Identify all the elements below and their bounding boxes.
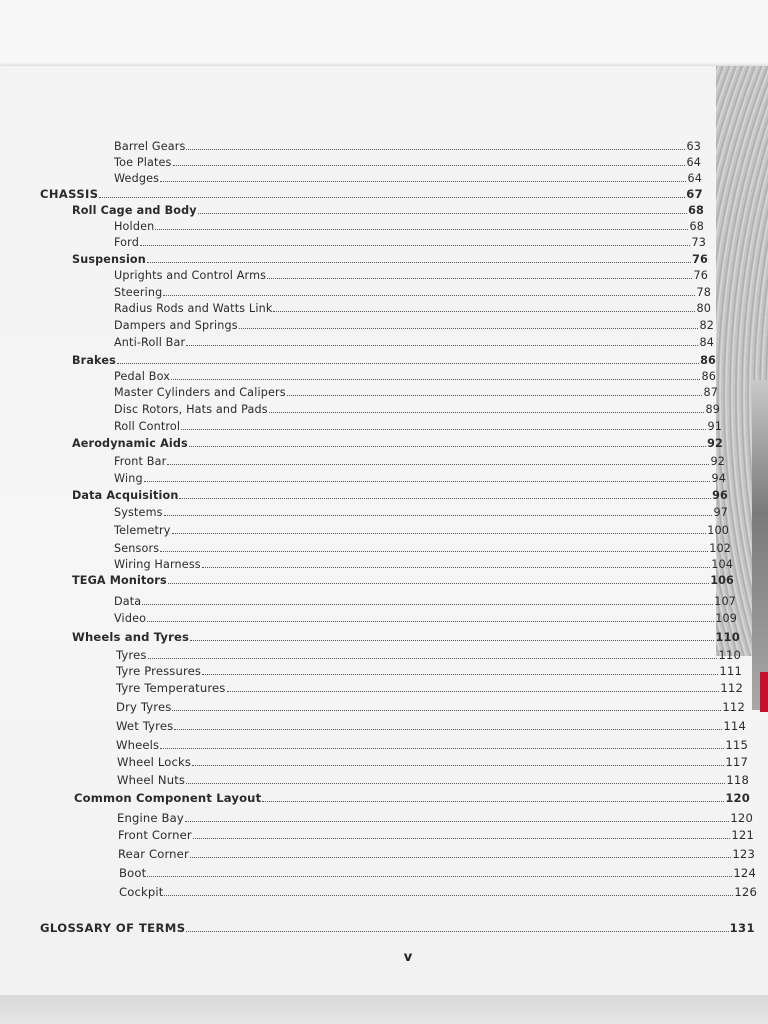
toc-entry-page: 67 xyxy=(686,187,703,201)
toc-entry xyxy=(114,300,711,315)
toc-entry-page: 126 xyxy=(734,885,757,899)
toc-entry xyxy=(117,810,753,825)
toc-entry-title: Wheel Nuts xyxy=(117,773,186,787)
toc-leader-dots xyxy=(186,149,685,150)
toc-entry xyxy=(116,699,745,714)
toc-entry-title: Tyre Temperatures xyxy=(116,681,226,695)
toc-entry-title: Barrel Gears xyxy=(114,140,186,153)
toc-entry xyxy=(114,317,714,332)
toc-entry-title: Uprights and Control Arms xyxy=(114,269,267,282)
toc-entry-title: Disc Rotors, Hats and Pads xyxy=(114,403,268,416)
toc-leader-dots xyxy=(142,604,713,605)
toc-entry xyxy=(114,522,729,537)
toc-entry xyxy=(119,865,756,880)
toc-entry-page: 123 xyxy=(732,847,755,861)
toc-entry-page: 104 xyxy=(711,558,733,571)
toc-leader-dots xyxy=(172,710,721,711)
toc-entry xyxy=(114,170,702,185)
toc-entry xyxy=(114,368,716,383)
toc-leader-dots xyxy=(227,691,720,692)
toc-entry-title: Boot xyxy=(119,866,147,880)
toc-entry-title: Wheels xyxy=(116,738,160,752)
toc-leader-dots xyxy=(262,801,724,802)
toc-entry xyxy=(114,154,701,169)
toc-entry-page: 64 xyxy=(686,156,701,169)
toc-entry-page: 100 xyxy=(707,524,729,537)
toc-leader-dots xyxy=(147,262,691,263)
toc-leader-dots xyxy=(173,165,686,166)
toc-entry xyxy=(114,284,711,299)
toc-leader-dots xyxy=(171,379,700,380)
toc-entry xyxy=(114,267,708,282)
toc-leader-dots xyxy=(160,551,708,552)
toc-entry xyxy=(40,920,755,935)
toc-entry-page: 94 xyxy=(711,472,726,485)
toc-entry-page: 124 xyxy=(733,866,756,880)
toc-leader-dots xyxy=(164,895,733,896)
toc-entry-title: CHASSIS xyxy=(40,187,99,201)
toc-entry-title: Suspension xyxy=(72,253,146,266)
page-number: v xyxy=(403,950,413,965)
toc-leader-dots xyxy=(189,446,706,447)
toc-entry xyxy=(72,202,704,217)
toc-entry-title: Telemetry xyxy=(114,524,171,537)
toc-entry-title: Data Acquisition xyxy=(72,489,179,502)
toc-entry-page: 76 xyxy=(692,253,708,266)
toc-entry-page: 120 xyxy=(725,791,750,805)
toc-entry-page: 111 xyxy=(719,664,742,678)
toc-entry xyxy=(114,504,728,519)
toc-entry xyxy=(114,610,737,625)
toc-entry-title: Wedges xyxy=(114,172,160,185)
toc-entry-title: Sensors xyxy=(114,542,160,555)
toc-entry-title: Roll Control xyxy=(114,420,181,433)
toc-entry-title: Common Component Layout xyxy=(74,791,262,805)
toc-entry-page: 63 xyxy=(686,140,701,153)
toc-entry-title: Wheels and Tyres xyxy=(72,630,190,644)
toc-leader-dots xyxy=(287,395,703,396)
toc-entry-title: Data xyxy=(114,595,142,608)
toc-entry-page: 89 xyxy=(705,403,720,416)
toc-leader-dots xyxy=(167,464,709,465)
toc-entry-title: Front Corner xyxy=(118,828,192,842)
toc-leader-dots xyxy=(164,515,713,516)
toc-entry xyxy=(72,251,708,266)
toc-leader-dots xyxy=(198,213,687,214)
toc-entry xyxy=(72,572,734,587)
toc-entry-title: Aerodynamic Aids xyxy=(72,437,188,450)
toc-entry-page: 112 xyxy=(722,700,745,714)
toc-leader-dots xyxy=(202,567,710,568)
toc-entry xyxy=(114,334,714,349)
toc-entry-page: 117 xyxy=(725,755,748,769)
toc-leader-dots xyxy=(192,765,724,766)
toc-entry-page: 73 xyxy=(691,236,706,249)
toc-entry-page: 87 xyxy=(703,386,718,399)
toc-entry xyxy=(114,384,718,399)
toc-entry xyxy=(114,234,706,249)
toc-entry xyxy=(114,556,733,571)
toc-leader-dots xyxy=(160,181,686,182)
toc-leader-dots xyxy=(186,783,725,784)
toc-leader-dots xyxy=(147,621,714,622)
toc-entry-title: Ford xyxy=(114,236,139,249)
toc-entry xyxy=(118,827,754,842)
toc-entry xyxy=(116,718,746,733)
toc-leader-dots xyxy=(172,533,707,534)
toc-entry-page: 114 xyxy=(723,719,746,733)
toc-entry-page: 68 xyxy=(688,204,704,217)
toc-entry-page: 80 xyxy=(696,302,711,315)
toc-entry xyxy=(116,737,748,752)
toc-entry-page: 86 xyxy=(701,370,716,383)
toc-entry xyxy=(72,435,723,450)
toc-entry xyxy=(114,470,726,485)
toc-entry-title: Holden xyxy=(114,220,155,233)
toc-leader-dots xyxy=(202,674,718,675)
toc-entry-page: 76 xyxy=(693,269,708,282)
toc-entry xyxy=(116,647,741,662)
toc-entry-title: Brakes xyxy=(72,354,116,367)
toc-entry xyxy=(72,352,716,367)
toc-leader-dots xyxy=(99,197,685,198)
toc-leader-dots xyxy=(144,481,711,482)
toc-entry-title: Engine Bay xyxy=(117,811,184,825)
toc-entry xyxy=(114,418,722,433)
toc-leader-dots xyxy=(190,857,732,858)
toc-entry-page: 107 xyxy=(714,595,736,608)
toc-entry xyxy=(74,790,750,805)
toc-leader-dots xyxy=(160,748,724,749)
toc-entry-page: 110 xyxy=(715,630,740,644)
toc-leader-dots xyxy=(239,328,699,329)
toc-leader-dots xyxy=(181,429,706,430)
toc-entry-title: Dampers and Springs xyxy=(114,319,238,332)
toc-entry-page: 92 xyxy=(710,455,725,468)
toc-leader-dots xyxy=(163,295,695,296)
toc-entry xyxy=(117,754,748,769)
toc-entry xyxy=(116,680,743,695)
toc-entry xyxy=(114,540,731,555)
toc-leader-dots xyxy=(267,278,692,279)
toc-entry-title: Cockpit xyxy=(119,885,164,899)
toc-leader-dots xyxy=(179,498,711,499)
toc-leader-dots xyxy=(193,838,731,839)
toc-entry-title: Front Bar xyxy=(114,455,167,468)
toc-entry xyxy=(119,884,757,899)
toc-entry-title: Rear Corner xyxy=(118,847,189,861)
toc-entry-page: 97 xyxy=(713,506,728,519)
toc-entry-title: Radius Rods and Watts Link xyxy=(114,302,273,315)
toc-entry-page: 68 xyxy=(689,220,704,233)
toc-leader-dots xyxy=(174,729,722,730)
toc-leader-dots xyxy=(273,311,695,312)
toc-entry xyxy=(118,846,755,861)
toc-leader-dots xyxy=(147,876,732,877)
toc-entry-page: 120 xyxy=(730,811,753,825)
toc-entry xyxy=(72,487,728,502)
toc-entry xyxy=(117,772,749,787)
toc-entry-title: Steering xyxy=(114,286,163,299)
toc-entry-page: 78 xyxy=(696,286,711,299)
toc-entry-title: Wet Tyres xyxy=(116,719,174,733)
toc-entry xyxy=(114,453,725,468)
toc-entry-title: Anti-Roll Bar xyxy=(114,336,186,349)
toc-entry-page: 112 xyxy=(720,681,743,695)
toc-entry-page: 96 xyxy=(712,489,728,502)
toc-entry xyxy=(40,186,703,201)
toc-leader-dots xyxy=(269,412,705,413)
toc-entry-page: 110 xyxy=(718,648,741,662)
toc-entry-title: Tyres xyxy=(116,648,147,662)
toc-entry-page: 131 xyxy=(729,921,755,935)
toc-leader-dots xyxy=(117,363,699,364)
toc-entry-page: 64 xyxy=(687,172,702,185)
toc-leader-dots xyxy=(190,640,714,641)
toc-entry-page: 91 xyxy=(707,420,722,433)
toc-entry-title: Video xyxy=(114,612,147,625)
toc-entry-page: 86 xyxy=(700,354,716,367)
toc-entry-page: 82 xyxy=(699,319,714,332)
toc-leader-dots xyxy=(185,821,730,822)
toc-entry xyxy=(114,138,701,153)
toc-entry-page: 84 xyxy=(699,336,714,349)
toc-leader-dots xyxy=(168,583,709,584)
toc-leader-dots xyxy=(148,658,718,659)
toc-leader-dots xyxy=(186,345,698,346)
toc-entry-title: Wing xyxy=(114,472,143,485)
toc-entry-page: 118 xyxy=(726,773,749,787)
toc-entry-page: 109 xyxy=(715,612,737,625)
toc-entry-page: 115 xyxy=(725,738,748,752)
toc-entry-title: GLOSSARY OF TERMS xyxy=(40,921,186,935)
toc-entry xyxy=(116,663,742,678)
toc-entry xyxy=(114,401,720,416)
toc-entry-title: Wiring Harness xyxy=(114,558,201,571)
toc-entry-page: 92 xyxy=(707,437,723,450)
toc-entry xyxy=(114,218,704,233)
toc-entry-page: 106 xyxy=(710,574,734,587)
toc-entry-title: Toe Plates xyxy=(114,156,172,169)
toc-entry xyxy=(72,629,740,644)
toc-entry-title: Tyre Pressures xyxy=(116,664,202,678)
toc-entry-title: Master Cylinders and Calipers xyxy=(114,386,286,399)
toc-entry-title: Systems xyxy=(114,506,163,519)
toc-entry xyxy=(114,593,736,608)
toc-entry-title: Pedal Box xyxy=(114,370,170,383)
toc-entry-title: TEGA Monitors xyxy=(72,574,167,587)
toc-leader-dots xyxy=(186,931,728,932)
toc-entry-title: Wheel Locks xyxy=(117,755,192,769)
toc-entry-title: Roll Cage and Body xyxy=(72,204,197,217)
toc-entry-page: 102 xyxy=(709,542,731,555)
toc-leader-dots xyxy=(140,245,690,246)
toc-entry-page: 121 xyxy=(731,828,754,842)
toc-entry-title: Dry Tyres xyxy=(116,700,172,714)
toc-leader-dots xyxy=(155,229,688,230)
